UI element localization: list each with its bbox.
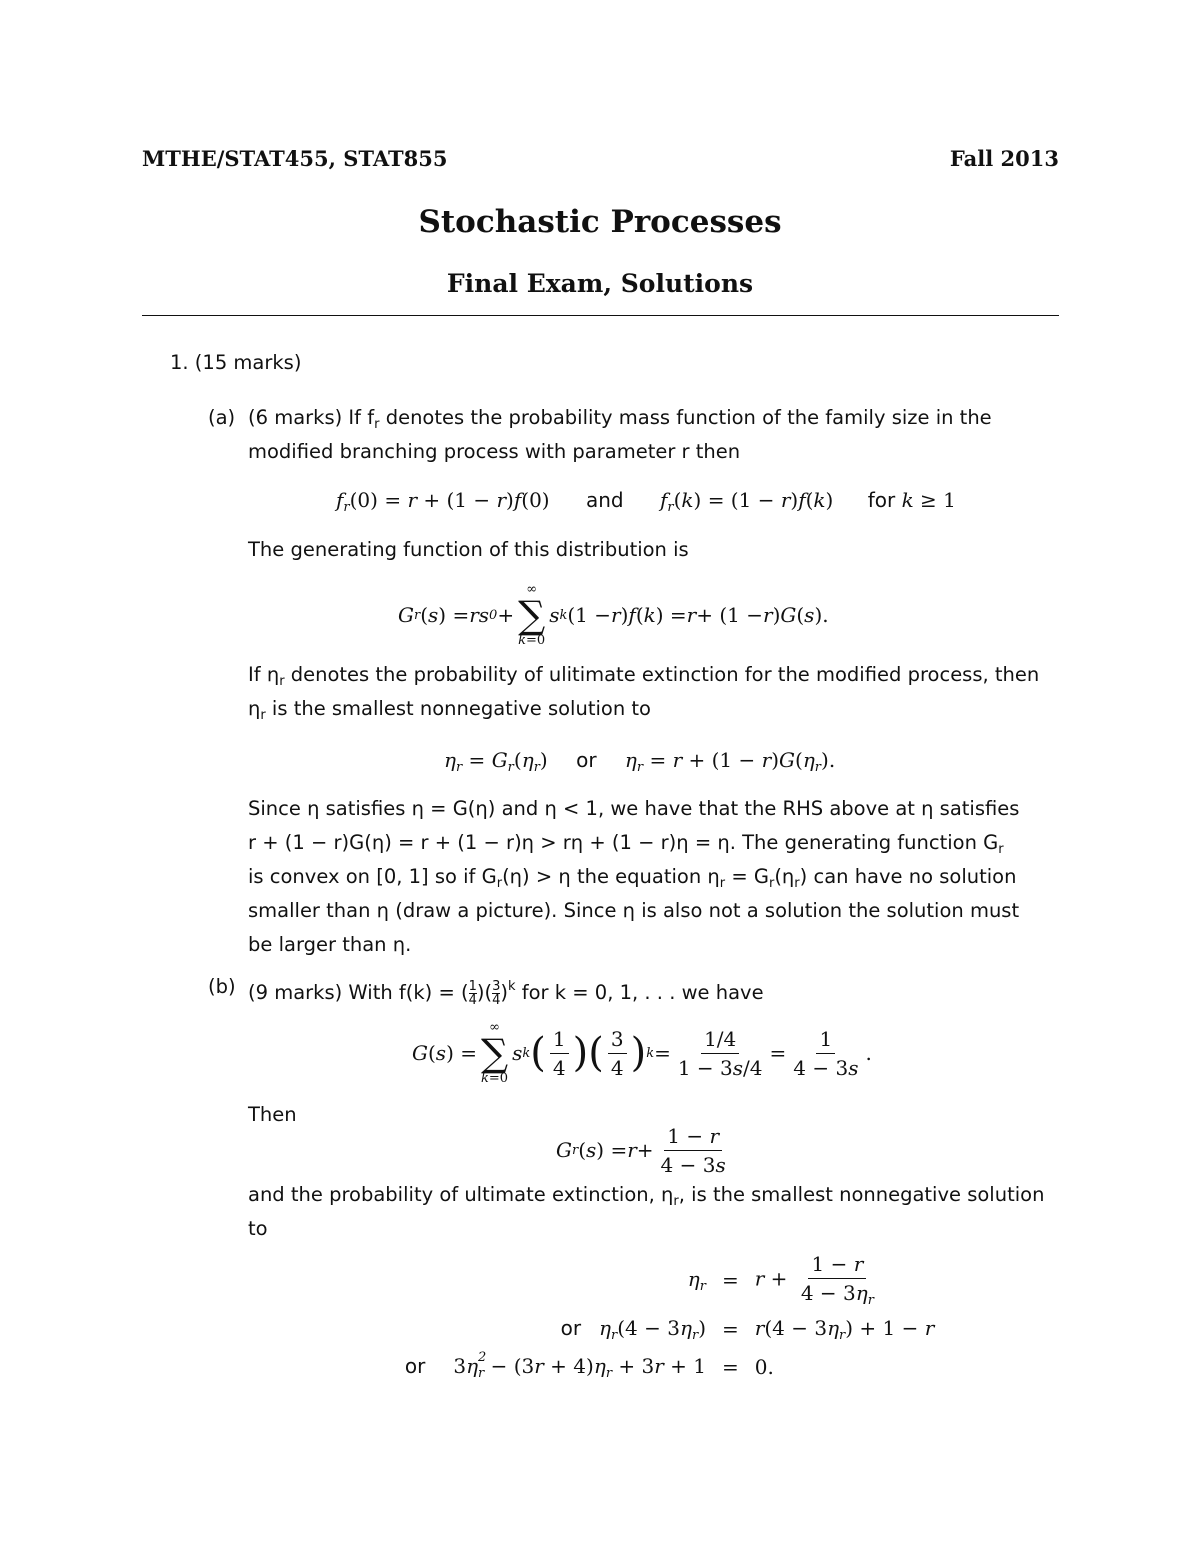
- part-a-line-5: $\eta_r$ is the smallest nonnegative solution to: [248, 697, 651, 723]
- equation-G: G ( s ) = ∞ ∑ k=0 s k ( $\frac{1}{4}$ ) ( $\frac{3}{4}$ ) k = $\frac{1/4}{1 - 3s/4}$ = $\frac{1}{4 - 3s}$ .: [412, 1020, 872, 1086]
- subscript-r: r: [374, 417, 380, 432]
- equation-Gr: G r ( s ) = r + $\frac{1 - r}{4 - 3s}$: [556, 1123, 726, 1177]
- aligned-row-3: or 3η $_{2 r} - (3r + 4)\eta_r + 3r + 1$ = 0.: [404, 1349, 774, 1381]
- aligned-equations: [372, 1250, 942, 1386]
- aligned-row-2: or $\eta_r(4 - 3\eta_r)$ = $r(4 - 3\eta_r) + 1 - r$: [560, 1315, 935, 1343]
- page-title: Stochastic Processes: [418, 204, 782, 240]
- course-code: MTHE/STAT455, STAT855: [142, 146, 448, 171]
- part-a-line-2: modified branching process with parameter r then: [248, 440, 741, 463]
- part-b-label: (b): [208, 975, 236, 998]
- part-a-line-3: The generating function of this distribution is: [248, 538, 689, 561]
- term: Fall 2013: [949, 146, 1059, 171]
- part-a-label: (a): [208, 406, 236, 429]
- part-b-line-1: (9 marks) With f(k) = ( $\frac{1}{4}$ )( $\frac{3}{4}$ )$^k$ for k = 0, 1, . . . we have: [248, 979, 764, 1008]
- part-a-line-7: r + (1 − r)G(η) = r + (1 − r)η > rη + (1 − r)η = η. The generating function $G_r$: [248, 831, 1004, 857]
- page-subtitle: Final Exam, Solutions: [446, 269, 754, 298]
- title-rule: [142, 315, 1059, 316]
- part-b-line-2: and the probability of ultimate extinction, $\eta_r$, is the smallest nonnegative solution: [248, 1183, 1045, 1209]
- part-a-line-9: smaller than η (draw a picture). Since η is also not a solution the solution must: [248, 899, 1020, 922]
- part-a-line-1-start: (6 marks) If f: [248, 406, 375, 429]
- equation-generating-function: G r ( s ) = rs 0 + ∞ ∑ k=0 s k (1 − r ) f ( k ) = r + (1 − r ) G ( s ).: [398, 582, 829, 648]
- question-1-label: 1. (15 marks): [170, 351, 302, 374]
- part-b-then: Then: [248, 1103, 297, 1126]
- part-a-line-4: If $\eta_r$ denotes the probability of ulitimate extinction for the modified process, then: [248, 663, 1040, 689]
- aligned-row-1: $\eta_r$ = r + $\frac{1 - r}{4 - 3\eta_r}$: [687, 1252, 874, 1308]
- equation-pmf: $f_r(0) = r + (1 - r)f(0)$ and $f_r(k) = (1 - r)f(k)$ for k ≥ 1: [336, 488, 956, 515]
- equation-extinction: $\eta_r = G_r(\eta_r)$ or $\eta_r = r + (1 - r)G(\eta_r)$.: [444, 748, 836, 775]
- part-b-line-3: to: [248, 1217, 268, 1240]
- part-a-line-6: Since η satisfies η = G(η) and η < 1, we have that the RHS above at η satisfies: [248, 797, 1020, 820]
- part-a-line-10: be larger than η.: [248, 933, 412, 956]
- part-a-line-8: is convex on [0, 1] so if $G_r(\eta) > \eta$ the equation $\eta_r = G_r(\eta_r)$ can have no solution: [248, 865, 1017, 891]
- part-a-line-1-end: denotes the probability mass function of the family size in the: [385, 406, 992, 429]
